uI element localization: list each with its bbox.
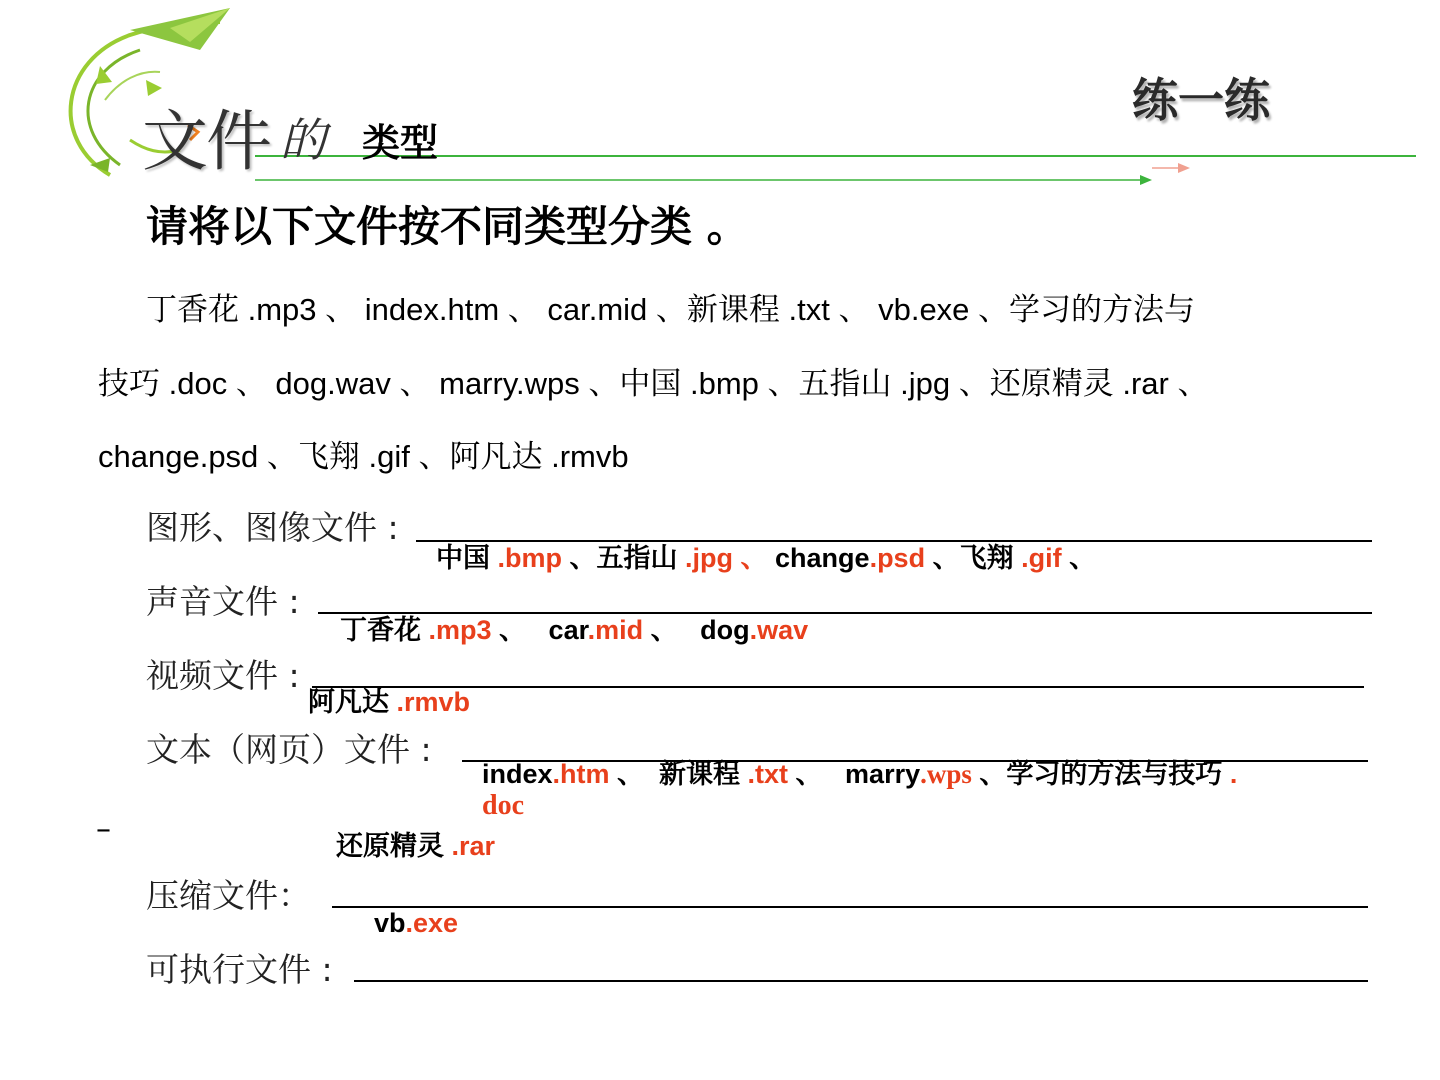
label-image-files: 图形、图像文件 : xyxy=(146,508,399,547)
file-list-line-3: change.psd 、飞翔 .gif 、阿凡达 .rmvb xyxy=(98,439,629,474)
answer-text-files: index.htm 、 新课程 .txt 、 marry.wps 、学习的方法与技巧 . xyxy=(482,759,1238,789)
blank-exe-files xyxy=(354,980,1368,982)
title-file: 文件 xyxy=(142,103,270,180)
answer-archive-files: 还原精灵 .rar xyxy=(336,831,496,861)
title-type: 类型 xyxy=(362,121,439,165)
answer-text-files-doc: doc xyxy=(482,790,524,821)
blank-archive-files xyxy=(332,906,1368,908)
label-audio-files: 声音文件 : xyxy=(146,582,300,621)
label-video-files: 视频文件 : xyxy=(146,656,300,695)
label-archive-files: 压缩文件： xyxy=(146,876,311,915)
answer-exe-files: vb.exe xyxy=(374,908,459,938)
file-list-line-2: 技巧 .doc 、 dog.wav 、 marry.wps 、中国 .bmp 、五指山 .jpg 、还原精灵 .rar 、 xyxy=(98,366,1209,401)
practice-heading: 练一练 xyxy=(1132,73,1270,127)
title-of: 的 xyxy=(280,113,326,167)
answer-audio-files: 丁香花 .mp3 、 car.mid 、 dog.wav xyxy=(340,615,809,645)
label-text-files: 文本（网页）文件 : xyxy=(146,730,432,769)
dash-mark: – xyxy=(96,812,111,847)
instruction-text: 请将以下文件按不同类型分类 。 xyxy=(146,202,749,251)
file-list-line-1: 丁香花 .mp3 、 index.htm 、 car.mid 、新课程 .txt 、 vb.exe 、学习的方法与 xyxy=(146,292,1196,327)
answer-video-files: 阿凡达 .rmvb xyxy=(308,687,471,717)
label-exe-files: 可执行文件 : xyxy=(146,950,333,989)
answer-image-files: 中国 .bmp 、五指山 .jpg 、 change.psd 、飞翔 .gif 、 xyxy=(436,543,1097,573)
